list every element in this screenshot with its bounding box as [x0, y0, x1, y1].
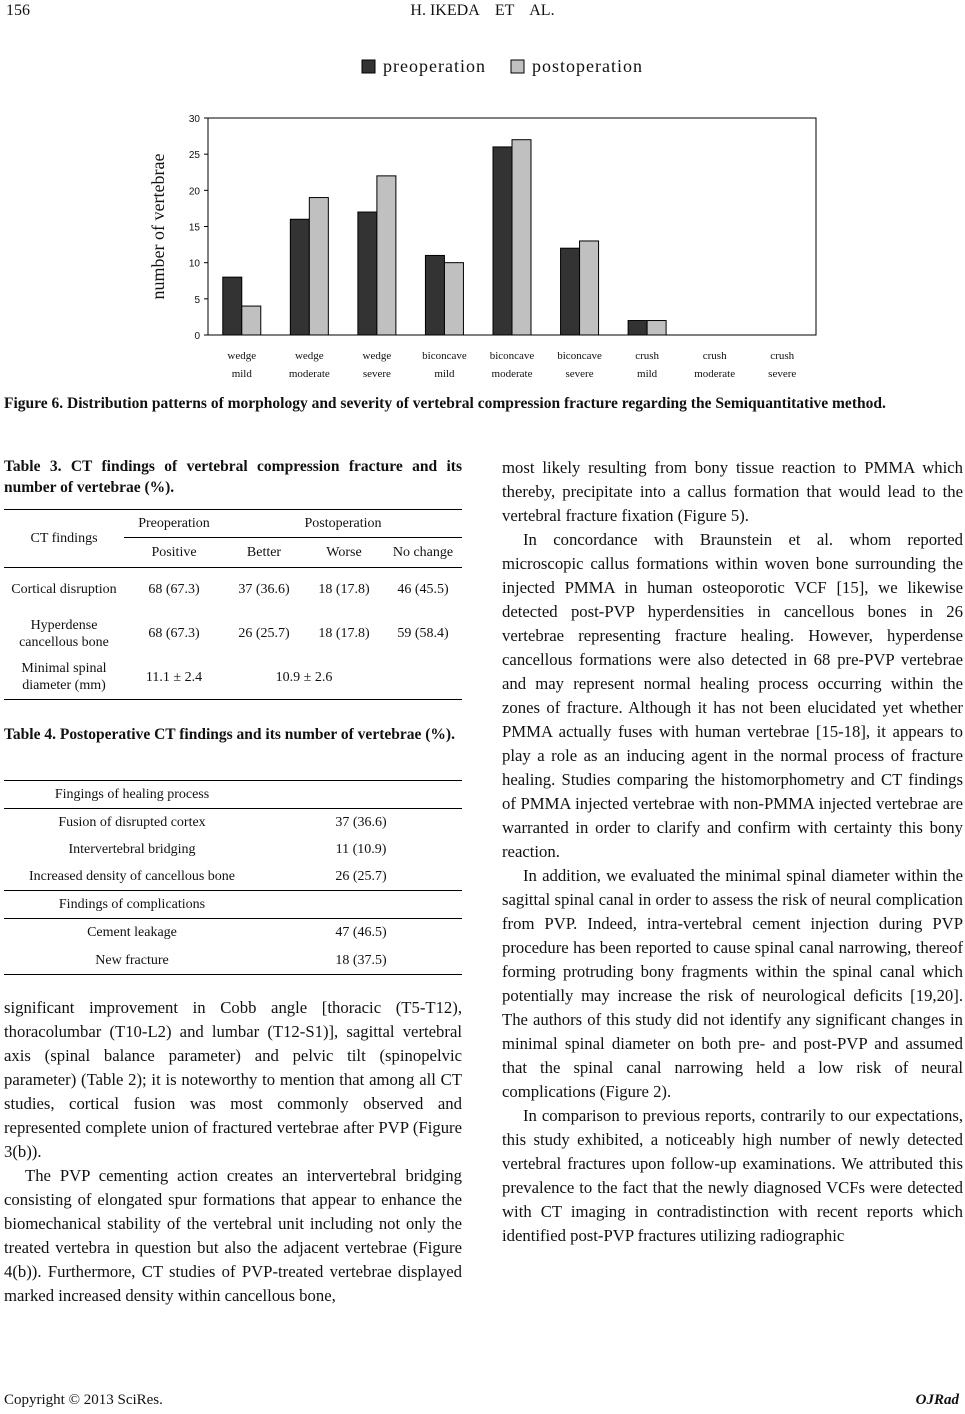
- x-tick-label: mild: [231, 368, 252, 380]
- bar: [425, 255, 444, 335]
- cell-worse: 18 (17.8): [318, 626, 370, 641]
- legend-swatch: [511, 60, 524, 73]
- x-tick-label: biconcave: [489, 350, 535, 362]
- row-label: Intervertebral bridging: [68, 841, 196, 857]
- bar: [493, 147, 512, 335]
- y-tick-label: 5: [194, 294, 200, 306]
- x-tick-label: crush: [635, 350, 660, 362]
- paragraph: most likely resulting from bony tissue reaction to PMMA which thereby, precipitate into a callus formation that would lead to the vertebral fracture fixation (Figure 5).: [502, 458, 963, 525]
- x-tick-label: biconcave: [422, 350, 467, 362]
- bar: [561, 248, 580, 335]
- cell-positive: 68 (67.3): [148, 626, 200, 641]
- legend-label: postoperation: [532, 56, 643, 76]
- right-column-text: [502, 456, 963, 1248]
- bar: [512, 140, 531, 335]
- legend-swatch: [362, 60, 375, 73]
- paragraph: In concordance with Braunstein et al. whom reported microscopic callus formations within woven bone surrounding the injected PMMA in human osteoporotic VCF [15], we likewise detected post-PVP hyperdensities in cancellous bones in 26 vertebrae representing fracture healing. However, hyperdense cancellous formations were also detected in 68 pre-PVP vertebrae and may represent normal healing process occurring within the zones of fracture. Although it has not been elucidated yet whether PMMA actually fuses with human vertebrae [15-18], it appears to play a role as an inducing agent in the normal process of fracture healing. Studies comparing the histomorphometry and CT findings of PMMA injected vertebrae with non-PMMA injected vertebrae are warranted in order to clarify and confirm with certainty this bony reaction.: [502, 530, 963, 861]
- y-tick-label: 20: [188, 186, 200, 198]
- x-tick-label: moderate: [288, 368, 330, 380]
- bar: [628, 321, 647, 335]
- y-axis-label: number of vertebrae: [148, 153, 168, 300]
- th-preoperation: Preoperation: [138, 516, 210, 531]
- row-label: Fusion of disrupted cortex: [58, 814, 206, 830]
- figure-6-chart: [140, 48, 840, 388]
- bar: [223, 277, 242, 335]
- x-tick-label: biconcave: [557, 350, 602, 362]
- y-tick-label: 0: [194, 331, 200, 342]
- row-value: 11 (10.9): [335, 841, 387, 857]
- table-row: [4, 612, 462, 656]
- row-label: Minimal spinal diameter (mm): [21, 661, 107, 694]
- x-tick-label: moderate: [491, 368, 533, 380]
- table-row: [4, 947, 462, 975]
- row-value: 18 (37.5): [335, 952, 387, 968]
- x-tick-label: severe: [565, 368, 594, 380]
- row-label: Cortical disruption: [11, 582, 117, 598]
- paragraph: The PVP cementing action creates an intervertebral bridging consisting of elongated spur formations that appear to enhance the biomechanical stability of the vertebral unit including not only the treated vertebra in question but also the adjacent vertebrae (Figure 4(b)). Furthermore, CT studies of PVP-treated vertebrae displayed marked increased density within cancellous bone,: [4, 1166, 462, 1305]
- row-value: 26 (25.7): [335, 868, 387, 884]
- x-tick-label: mild: [637, 368, 658, 380]
- x-tick-label: severe: [768, 368, 797, 380]
- cell-positive: 68 (67.3): [148, 582, 200, 598]
- y-tick-label: 10: [188, 258, 200, 270]
- th-better: Better: [246, 545, 282, 560]
- y-tick-label: 15: [188, 222, 200, 234]
- bar: [242, 306, 261, 335]
- table-3: [4, 509, 462, 700]
- th-ct-findings: CT findings: [30, 531, 98, 546]
- th-positive: Positive: [151, 545, 197, 560]
- row-value: 47 (46.5): [335, 925, 387, 941]
- cell-better: 37 (36.6): [238, 582, 290, 598]
- paragraph: In comparison to previous reports, contrarily to our expectations, this study exhibited, a noticeably high number of newly detected vertebral fractures upon follow-up examinations. We attributed this prevalence to the fact that the newly diagnosed VCFs were detected with CT imaging in contradistinction with recent reports which identified post-PVP fractures utilizing radiographic: [502, 1106, 963, 1245]
- table-row: [4, 656, 462, 700]
- bar: [377, 176, 396, 335]
- row-value: 37 (36.6): [335, 814, 387, 830]
- legend-label: preoperation: [383, 56, 486, 76]
- th-postoperation: Postoperation: [304, 516, 382, 531]
- bar: [358, 212, 377, 335]
- table-row: [4, 568, 462, 612]
- table-row: [4, 809, 462, 836]
- section-complications: Findings of complications: [58, 897, 206, 912]
- cell-positive: 11.1 ± 2.4: [145, 669, 203, 685]
- th-no-change: No change: [392, 545, 454, 560]
- table-row: [4, 863, 462, 891]
- x-tick-label: mild: [434, 368, 455, 380]
- x-tick-label: wedge: [362, 350, 392, 362]
- th-worse: Worse: [326, 545, 362, 560]
- page-number: 156: [6, 2, 30, 19]
- cell-no-change: 59 (58.4): [397, 626, 449, 641]
- paragraph: significant improvement in Cobb angle [thoracic (T5-T12), thoracolumbar (T10-L2) and lumbar (T12-S1)], sagittal vertebral axis (spinal balance parameter) and pelvic tilt (spinopelvic parameter) (Table 2); it is noteworthy to mention that among all CT studies, cortical fusion was most commonly observed and represented complete union of fractured vertebrae after PVP (Figure 3(b)).: [4, 998, 462, 1161]
- table-4-caption: Table 4. Postoperative CT findings and its number of vertebrae (%).: [4, 726, 455, 743]
- paragraph: In addition, we evaluated the minimal spinal diameter within the sagittal spinal canal in order to assess the risk of neural complication from PVP. Indeed, intra-vertebral cement injection during PVP procedure has been reported to cause spinal canal narrowing, thereof forming protruding bony fragments within the spinal canal which potentially may increase the risk of neurological deficits [19,20]. The authors of this study did not identify any significant changes in minimal spinal diameter on both pre- and post-PVP and assumed that the spinal canal narrowing held a low risk of neural complications (Figure 2).: [502, 866, 963, 1101]
- x-tick-label: wedge: [227, 350, 257, 362]
- cell-worse: 18 (17.8): [318, 582, 370, 598]
- table-row: [4, 919, 462, 947]
- x-tick-label: crush: [770, 350, 795, 362]
- row-label: Cement leakage: [87, 925, 177, 941]
- x-tick-label: severe: [362, 368, 391, 380]
- table-4: [4, 780, 462, 975]
- bar: [290, 219, 309, 335]
- y-tick-label: 25: [188, 150, 200, 162]
- bar: [580, 241, 599, 335]
- running-header: H. IKEDA ET AL.: [410, 2, 555, 19]
- x-tick-label: moderate: [694, 368, 736, 380]
- y-tick-label: 30: [188, 114, 200, 125]
- table-row: [4, 836, 462, 863]
- cell-post: 10.9 ± 2.6: [275, 669, 333, 685]
- cell-better: 26 (25.7): [238, 626, 290, 641]
- section-healing: Fingings of healing process: [54, 787, 210, 802]
- row-label: New fracture: [95, 952, 169, 968]
- row-label: Increased density of cancellous bone: [28, 868, 236, 884]
- x-tick-label: wedge: [294, 350, 324, 362]
- journal-name: OJRad: [915, 1392, 959, 1408]
- table-3-caption: Table 3. CT findings of vertebral compression fracture and its number of vertebrae (%).: [4, 458, 462, 496]
- bar: [309, 198, 328, 335]
- bar: [647, 321, 666, 335]
- cell-no-change: 46 (45.5): [397, 582, 449, 598]
- x-tick-label: crush: [702, 350, 727, 362]
- row-label: Hyperdense cancellous bone: [19, 617, 109, 650]
- copyright: Copyright © 2013 SciRes.: [4, 1392, 163, 1408]
- left-column-text: [4, 996, 462, 1308]
- bar: [444, 263, 463, 335]
- figure-6-caption: Figure 6. Distribution patterns of morphology and severity of vertebral compression fracture regarding the Semiquantitative method.: [4, 395, 886, 412]
